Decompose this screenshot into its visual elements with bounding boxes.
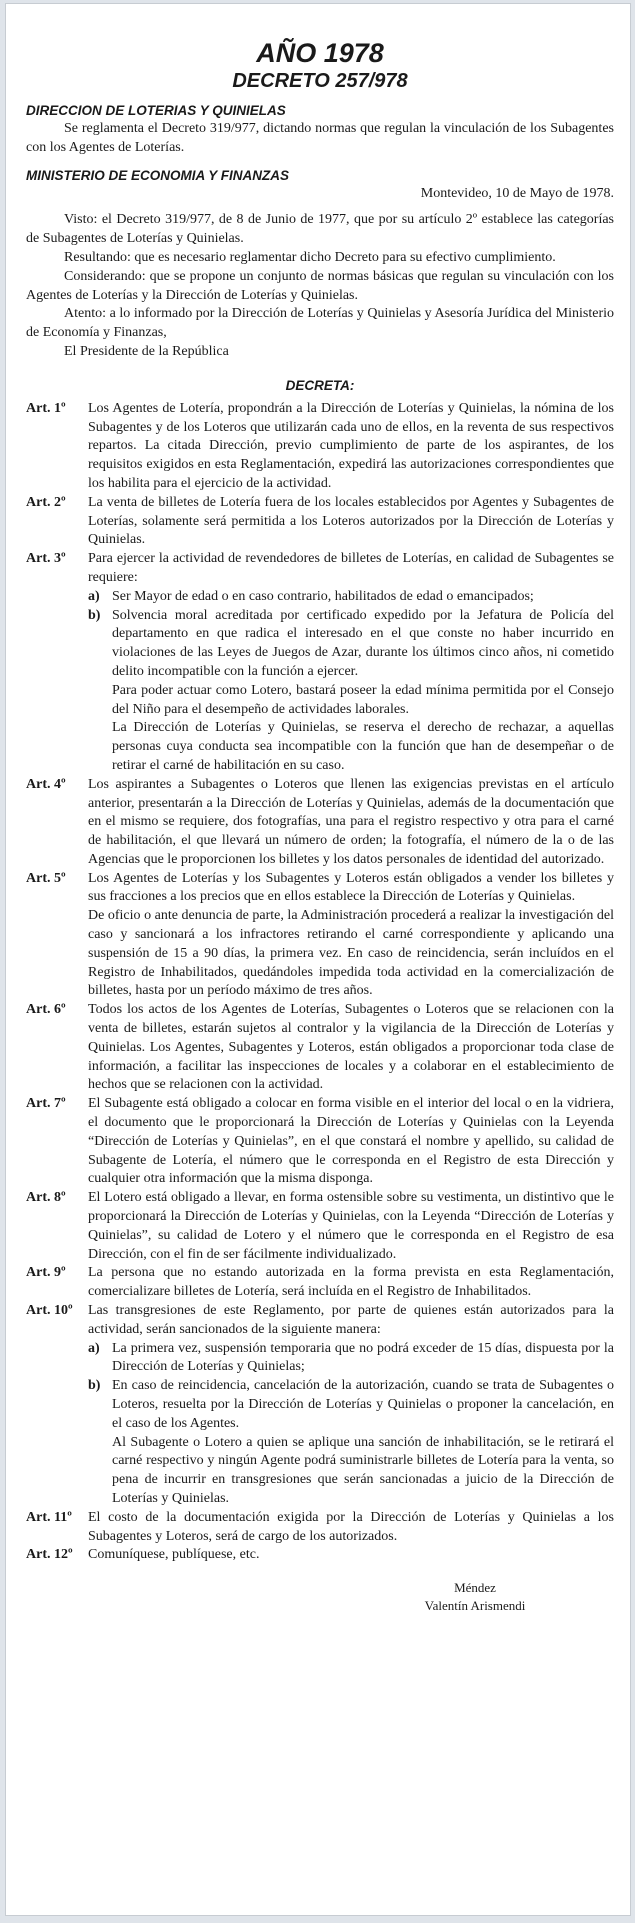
- article-text: Los Agentes de Lotería, propondrán a la Dirección de Loterías y Quinielas, la nómina de los Subagentes y de los Loteros que utilizarán cada uno de ellos, en la reventa de sus respectivos repartos. La citada Dirección, previo cumplimiento de parte de los aspirantes, de los requisitos exigidos en esta Reglamentación, expedirá las autorizaciones correspondientes que los habilita para el ejercicio de la actividad.: [88, 400, 614, 491]
- decreta-heading: DECRETA:: [285, 377, 355, 393]
- article-text: El Lotero está obligado a llevar, en forma ostensible sobre su vestimenta, un distintivo que le proporcionará la Dirección de Loterías y Quinielas, con la Leyenda “Dirección de Loterías y Quinielas”, su calidad de Lotero y el número que le corresponda en el Registro de esa Dirección, con el fin de ser fácilmente individualizado.: [88, 1190, 614, 1262]
- place-date: Montevideo, 10 de Mayo de 1978.: [420, 185, 614, 201]
- summary-paragraph: Se reglamenta el Decreto 319/977, dictando normas que regulan la vinculación de los Subagentes con los Agentes de Loterías.: [26, 121, 614, 155]
- article-text: Los aspirantes a Subagentes o Loteros que llenen las exigencias previstas en el artículo anterior, presentarán a la Dirección de Loterías y Quinielas, además de la documentación que en el mismo se requiere, dos fotografías, una para el registro respectivo y otra para el carné de habilitación, el que llevará un número de orden; la fotografía, el número de la o de las Agencias que le proporcionen los billetes y los datos personales de identidad del autorizado.: [88, 776, 614, 867]
- subitem-text: Al Subagente o Lotero a quien se aplique una sanción de inhabilitación, se le retirará el carné respectivo y ningún Agente podrá suministrarle billetes de Lotería para la venta, so pena de incurrir en transgresiones que serán sancionadas a juicio de la Dirección de Loterías y Quinielas.: [112, 1434, 614, 1506]
- subitem-letter: a): [88, 588, 100, 604]
- article-label: Art. 3º: [26, 551, 66, 567]
- article-1: [26, 400, 614, 494]
- article-11: [26, 1509, 614, 1547]
- decree-title: DECRETO 257/978: [232, 70, 408, 92]
- article-text: El Subagente está obligado a colocar en forma visible en el interior del local o en la vidriera, el documento que le proporcionará la Dirección de Loterías y Quinielas con la Leyenda “Dirección de Loterías y Quinielas”, en el que constará el nombre y apellido, su calidad de Subagente de Lotería, el número que le corresponda en el Registro de esta Dirección y cualquier otra información que la misma disponga.: [88, 1096, 614, 1187]
- subitem-text: Solvencia moral acreditada por certificado expedido por la Jefatura de Policía del departamento en que radica el interesado en el que conste no haber incurrido en violaciones de las Leyes de Juegos de Azar, durante los últimos cinco años, ni cometido delito incompatible con la función a ejercer.: [112, 607, 614, 679]
- article-text: Todos los actos de los Agentes de Loterías, Subagentes o Loteros que se relacionen con la venta de billetes, estarán sujetos al contralor y la vigilancia de la Dirección de Loterías y Quinielas. Los Agentes, Subagentes y Loteros, están obligados a proporcionar toda clase de información, a facilitar las inspecciones de locales y a colaborar en el establecimiento de hechos que se relacionen con la actividad.: [88, 1002, 614, 1093]
- preamble-considerando: Considerando: que se propone un conjunto de normas básicas que regulan su vinculación con los Agentes de Loterías y la Dirección de Loterías y Quinielas.: [26, 268, 614, 303]
- preamble-presidente: El Presidente de la República: [64, 343, 229, 359]
- article-10: [26, 1302, 614, 1509]
- article-label: Art. 1º: [26, 400, 66, 416]
- signature-name: Méndez: [454, 1580, 496, 1596]
- preamble-atento: Atento: a lo informado por la Dirección de Loterías y Quinielas y Asesoría Jurídica del Ministerio de Economía y Finanzas,: [26, 306, 614, 341]
- preamble-visto: Visto: el Decreto 319/977, de 8 de Junio de 1977, que por su artículo 2º establece las categorías de Subagentes de Loterías y Quinielas.: [26, 212, 614, 247]
- article-label: Art. 7º: [26, 1096, 66, 1112]
- subitem-b: [88, 607, 614, 776]
- article-6: [26, 1001, 614, 1095]
- subitem-text: En caso de reincidencia, cancelación de la autorización, cuando se trata de Subagentes o Loteros, resuelta por la Dirección de Loterías y Quinielas o proponer la cancelación, en el caso de los Agentes.: [112, 1378, 614, 1431]
- ministry-heading: MINISTERIO DE ECONOMIA Y FINANZAS: [26, 167, 290, 183]
- preamble-resultando: Resultando: que es necesario reglamentar dicho Decreto para su efectivo cumplimiento.: [64, 249, 556, 265]
- subitem-a: [88, 588, 614, 607]
- subitem-b: [88, 1377, 614, 1509]
- article-label: Art. 12º: [26, 1547, 73, 1563]
- year-title: AÑO 1978: [256, 38, 384, 68]
- article-text: Los Agentes de Loterías y los Subagentes y Loteros están obligados a vender los billetes y sus fracciones a los precios que en ellos establece la Dirección de Loterías y Quinielas.: [88, 870, 614, 905]
- article-label: Art. 6º: [26, 1002, 66, 1018]
- article-text: Para ejercer la actividad de revendedores de billetes de Loterías, en calidad de Subagentes se requiere:: [88, 551, 614, 585]
- article-2: [26, 494, 614, 550]
- signature-name: Valentín Arismendi: [424, 1598, 526, 1614]
- article-label: Art. 8º: [26, 1190, 66, 1206]
- article-7: [26, 1095, 614, 1189]
- subitem-text: Ser Mayor de edad o en caso contrario, habilitados de edad o emancipados;: [112, 588, 534, 604]
- article-label: Art. 5º: [26, 870, 66, 886]
- subitem-letter: b): [88, 1378, 101, 1394]
- article-label: Art. 10º: [26, 1303, 73, 1319]
- article-5: [26, 870, 614, 1002]
- article-text: La persona que no estando autorizada en la forma prevista en esta Reglamentación, comercializare billetes de Lotería, será incluída en el Registro de Inhabilitados.: [88, 1265, 614, 1300]
- article-text: De oficio o ante denuncia de parte, la Administración procederá a realizar la investigación del caso y sancionará a los infractores retirando el carné correspondiente y aplicando una suspensión de 15 a 90 días, la primera vez. En caso de reincidencia, serán incluídos en el Registro de Inhabilitados, quedándoles impedida toda actividad en la comercialización de billetes, hasta por un período máximo de tres años.: [88, 908, 614, 999]
- agency-heading: DIRECCION DE LOTERIAS Y QUINIELAS: [26, 103, 286, 118]
- subitem-text: Para poder actuar como Lotero, bastará poseer la edad mínima permitida por el Consejo del Niño para el desempeño de actividades laborales.: [112, 682, 614, 717]
- article-label: Art. 9º: [26, 1265, 66, 1281]
- article-8: [26, 1189, 614, 1264]
- article-4: [26, 776, 614, 870]
- article-12: [26, 1546, 614, 1565]
- subitem-text: La primera vez, suspensión temporaria que no podrá exceder de 15 días, dispuesta por la Dirección de Loterías y Quinielas;: [112, 1340, 614, 1375]
- article-text: La venta de billetes de Lotería fuera de los locales establecidos por Agentes y Subagentes de Loterías, solamente será permitida a los Loteros autorizados por la Dirección de Loterías y Quinielas.: [88, 494, 614, 548]
- article-text: Comuníquese, publíquese, etc.: [88, 1547, 260, 1563]
- subitem-a: [88, 1340, 614, 1378]
- signature-block: [336, 1579, 614, 1615]
- article-text: Las transgresiones de este Reglamento, por parte de quienes están autorizados para la actividad, serán sancionados de la siguiente manera:: [88, 1303, 614, 1337]
- subitem-letter: b): [88, 607, 101, 623]
- subitem-text: La Dirección de Loterías y Quinielas, se reserva el derecho de rechazar, a aquellas personas cuya conducta sea incompatible con la función que han de desempeñar o de retirar el carné de habilitación en su caso.: [112, 720, 614, 773]
- article-3: [26, 550, 614, 776]
- article-text: El costo de la documentación exigida por la Dirección de Loterías y Quinielas a los Subagentes y Loteros, será de cargo de los autorizados.: [88, 1509, 614, 1544]
- article-label: Art. 2º: [26, 494, 66, 510]
- article-9: [26, 1264, 614, 1302]
- article-label: Art. 4º: [26, 776, 66, 792]
- document-page: [5, 3, 631, 1916]
- subitem-letter: a): [88, 1340, 100, 1356]
- article-label: Art. 11º: [26, 1509, 72, 1525]
